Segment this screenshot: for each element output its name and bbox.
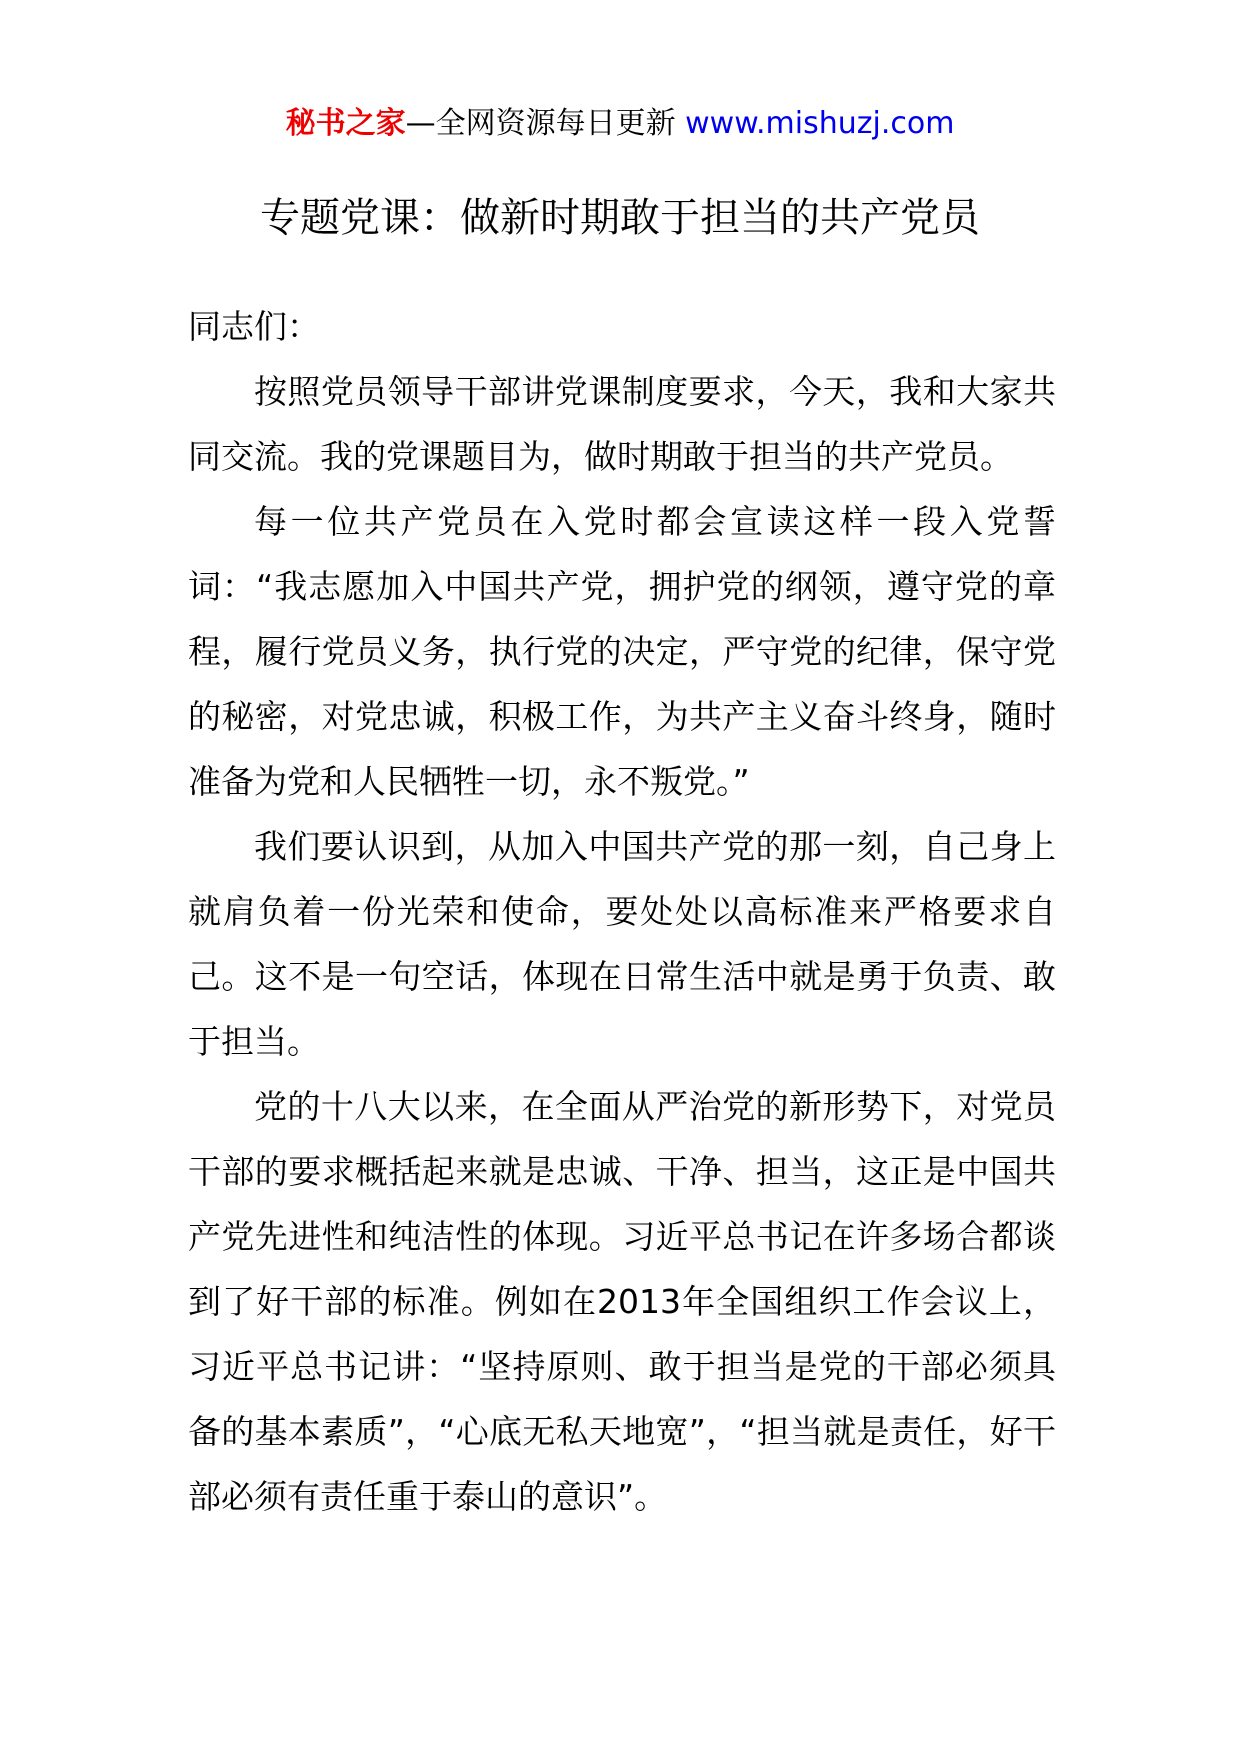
document-title: 专题党课：做新时期敢于担当的共产党员 (260, 194, 980, 241)
paragraph-oath: 每一位共产党员在入党时都会宣读这样一段入党誓词：“我志愿加入中国共产党，拥护党的纲领，遵守党的章程，履行党员义务，执行党的决定，严守党的纪律，保守党的秘密，对党忠诚，积极工作，为共产主义奋斗终身，随时准备为党和人民牺牲一切，永不叛党。” (188, 502, 1056, 801)
brand-name: 秘书之家 (285, 106, 406, 141)
header-tagline: —全网资源每日更新 (405, 106, 676, 141)
site-url-link[interactable]: www.mishuzj.com (685, 106, 955, 141)
paragraph-intro: 按照党员领导干部讲党课制度要求，今天，我和大家共同交流。我的党课题目为，做时期敢于担当的共产党员。 (188, 372, 1056, 476)
salutation: 同志们： (188, 307, 320, 346)
site-header (0, 102, 1240, 146)
document-body (188, 294, 1056, 1529)
paragraph-mission: 我们要认识到，从加入中国共产党的那一刻，自己身上就肩负着一份光荣和使命，要处处以高标准来严格要求自己。这不是一句空话，体现在日常生活中就是勇于负责、敢于担当。 (188, 827, 1056, 1061)
paragraph-standards: 党的十八大以来，在全面从严治党的新形势下，对党员干部的要求概括起来就是忠诚、干净、担当，这正是中国共产党先进性和纯洁性的体现。习近平总书记在许多场合都谈到了好干部的标准。例如在2013年全国组织工作会议上，习近平总书记讲：“坚持原则、敢于担当是党的干部必须具备的基本素质”，“心底无私天地宽”，“担当就是责任，好干部必须有责任重于泰山的意识”。 (188, 1087, 1056, 1516)
